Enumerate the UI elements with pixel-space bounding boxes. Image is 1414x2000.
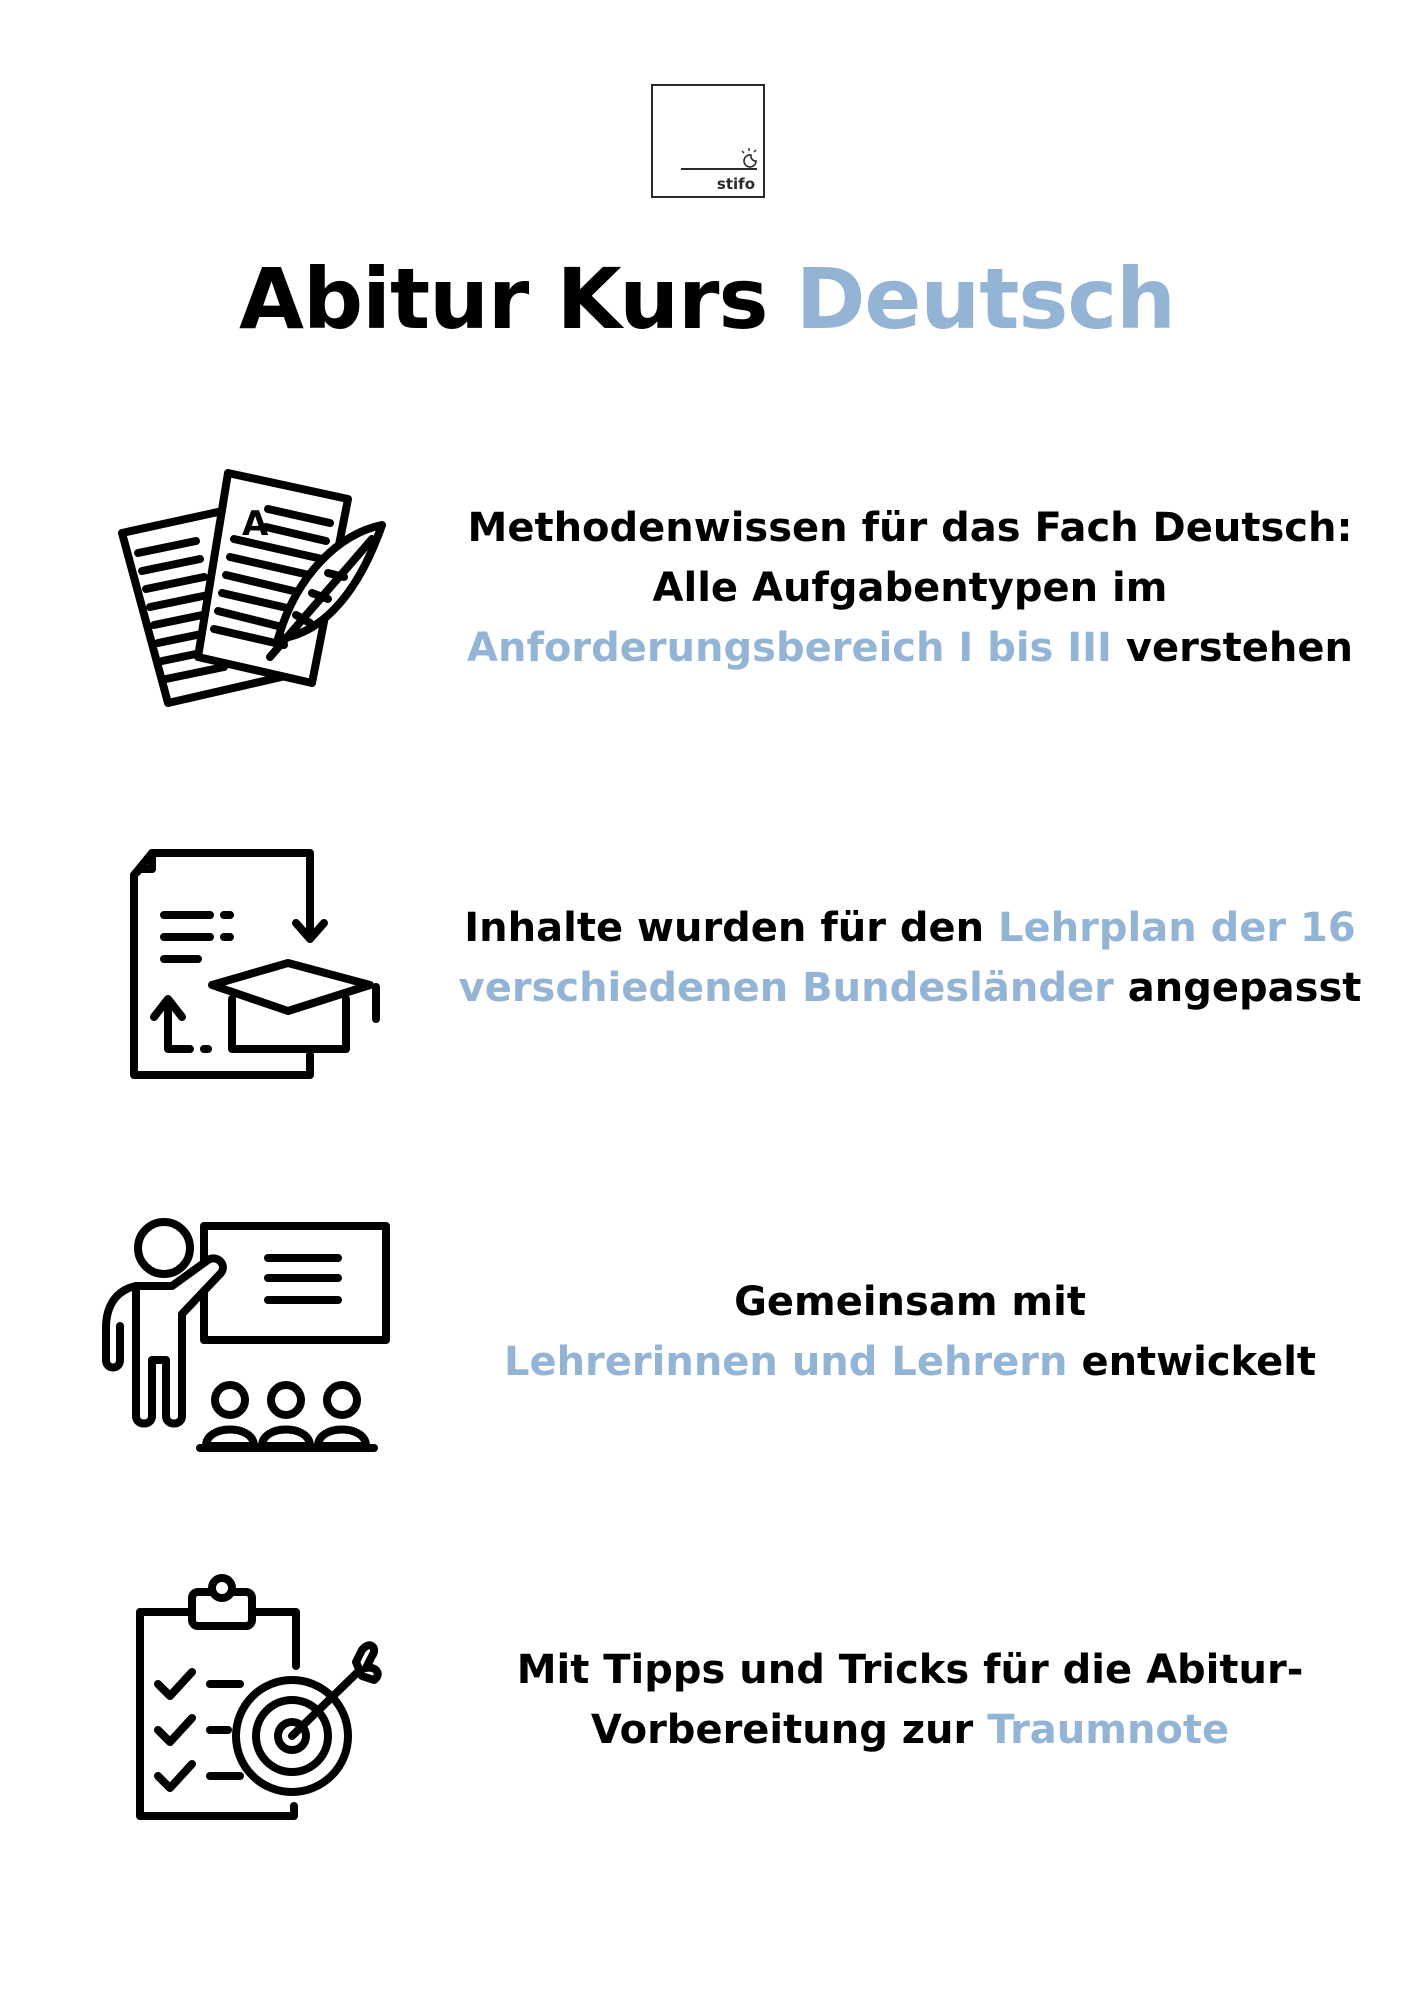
page-title bbox=[0, 250, 1414, 348]
feature-2-line-1 bbox=[430, 898, 1390, 958]
title-accent: Deutsch bbox=[795, 250, 1175, 348]
title-main: Abitur Kurs bbox=[239, 250, 768, 348]
feature-1-text bbox=[430, 498, 1390, 678]
feature-2-plain: Inhalte wurden für den bbox=[464, 905, 985, 951]
logo-text: stifo bbox=[716, 175, 755, 193]
feature-4-accent: Traumnote bbox=[987, 1707, 1230, 1753]
feature-3-rest: entwickelt bbox=[1081, 1339, 1317, 1385]
teacher-presentation-icon bbox=[100, 1210, 390, 1470]
feature-2-rest: angepasst bbox=[1127, 965, 1362, 1011]
feature-1-line-1: Methodenwissen für das Fach Deutsch: bbox=[467, 505, 1353, 551]
feature-2-text bbox=[430, 898, 1390, 1018]
feature-1-line-3 bbox=[430, 618, 1390, 678]
feature-1-rest: verstehen bbox=[1125, 625, 1353, 671]
feature-2-accent-1: Lehrplan der 16 bbox=[998, 905, 1356, 951]
curriculum-graduation-cap-icon bbox=[100, 835, 390, 1095]
feature-1-line-2: Alle Aufgabentypen im bbox=[652, 565, 1168, 611]
feature-4-line-1: Mit Tipps und Tricks für die Abitur- bbox=[516, 1647, 1304, 1693]
feature-3-text bbox=[430, 1272, 1390, 1392]
sun-moon-icon bbox=[737, 146, 759, 168]
documents-quill-icon bbox=[100, 465, 390, 725]
feature-3-line-2 bbox=[430, 1332, 1390, 1392]
feature-2-line-2 bbox=[430, 958, 1390, 1018]
feature-4-text bbox=[430, 1640, 1390, 1760]
feature-3-line-1: Gemeinsam mit bbox=[734, 1279, 1086, 1325]
logo bbox=[651, 84, 765, 198]
feature-4-line-2 bbox=[430, 1700, 1390, 1760]
feature-4-plain: Vorbereitung zur bbox=[590, 1707, 974, 1753]
feature-1-accent: Anforderungsbereich I bis III bbox=[467, 625, 1112, 671]
feature-3-accent: Lehrerinnen und Lehrern bbox=[503, 1339, 1068, 1385]
letter-a-mark: A bbox=[242, 504, 269, 544]
logo-underline bbox=[681, 168, 757, 170]
feature-2-accent-2: verschiedenen Bundesländer bbox=[458, 965, 1114, 1011]
checklist-target-icon bbox=[100, 1570, 390, 1830]
